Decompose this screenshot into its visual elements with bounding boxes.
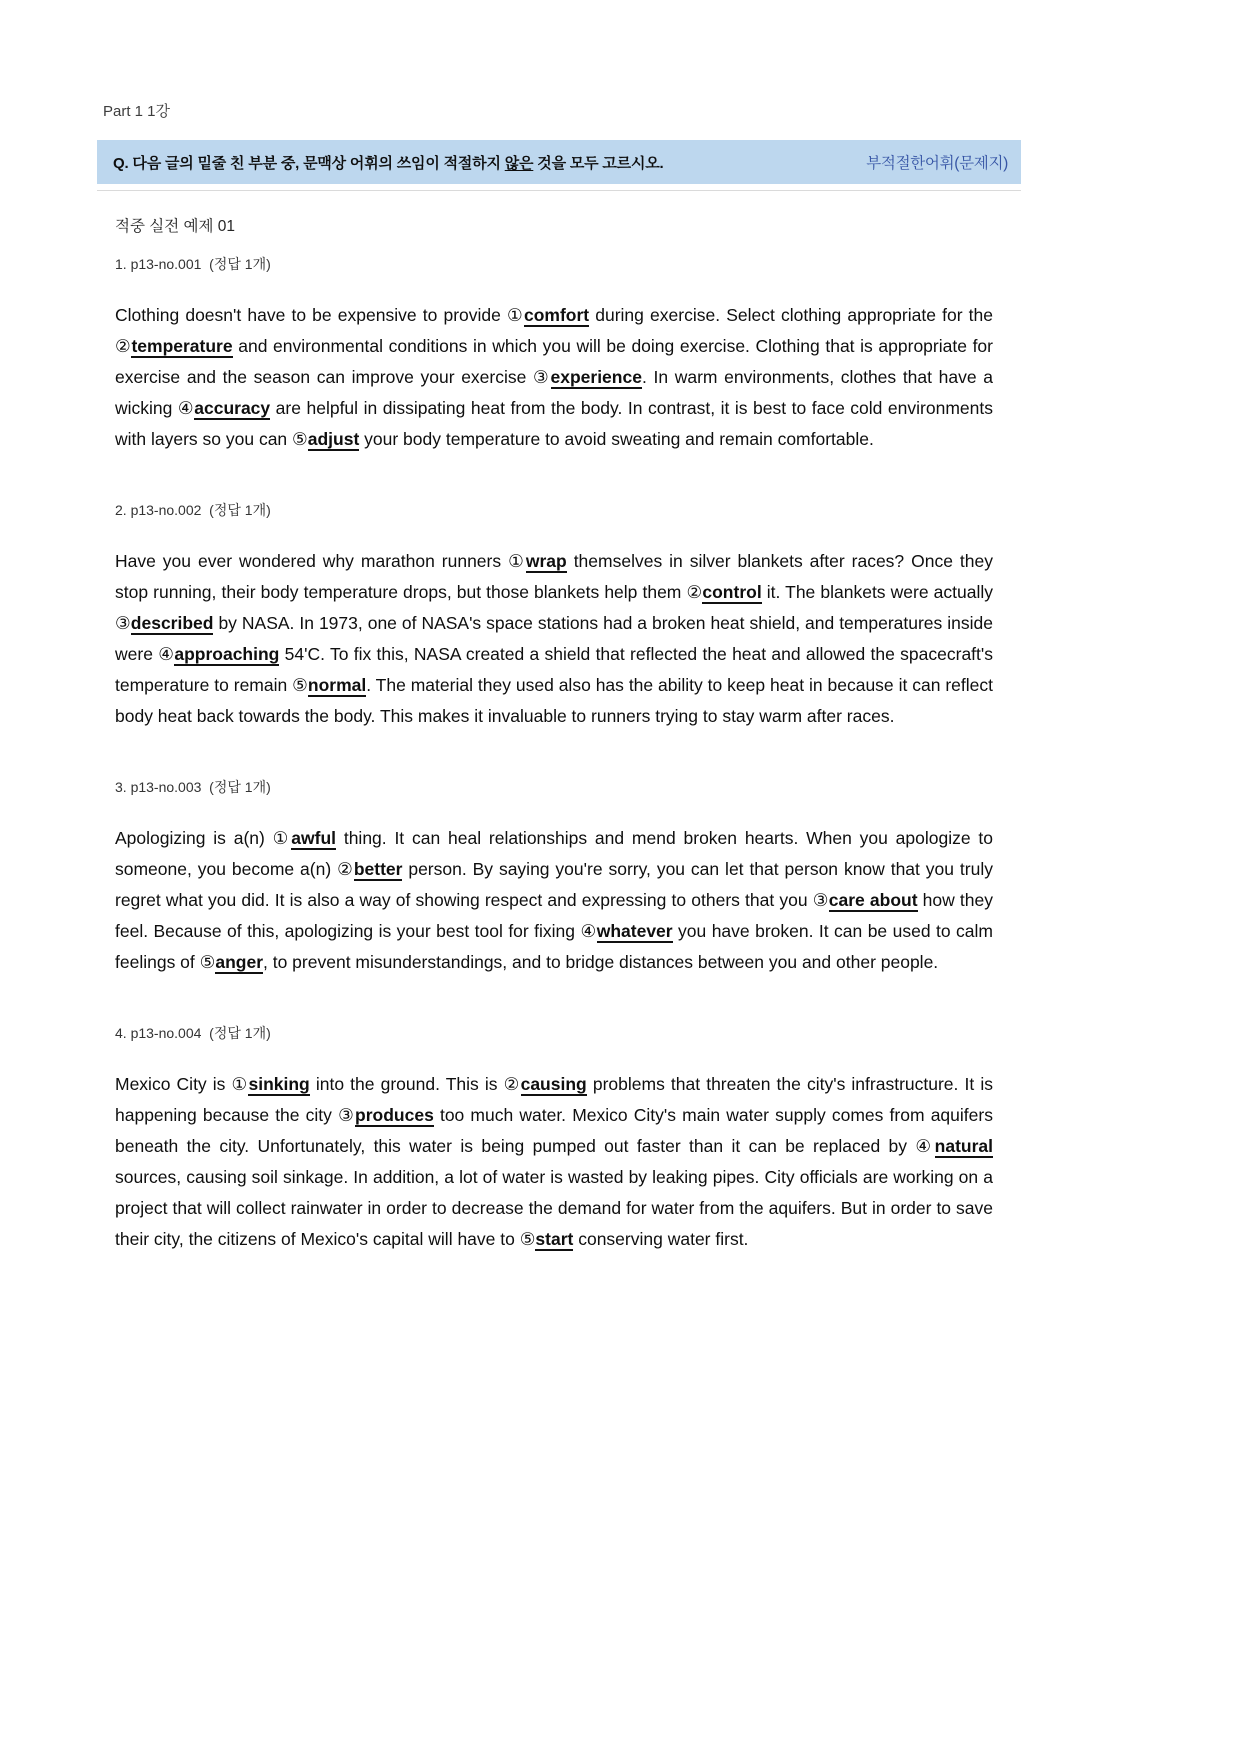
choice-number: ② xyxy=(337,859,354,879)
choice-word: natural xyxy=(934,1136,993,1156)
choice-number: ② xyxy=(115,336,132,356)
question-block xyxy=(97,500,1021,732)
question-header: 4. p13-no.004 (정답 1개) xyxy=(115,1025,271,1041)
choice-number: ④ xyxy=(580,921,597,941)
part-label: Part 1 1강 xyxy=(103,103,171,120)
choice-number: ① xyxy=(507,305,524,325)
choice-word: awful xyxy=(291,828,337,848)
question-header: 2. p13-no.002 (정답 1개) xyxy=(115,502,271,518)
choice-number: ③ xyxy=(533,367,551,387)
question-header: 3. p13-no.003 (정답 1개) xyxy=(115,779,271,795)
instruction-prefix: Q. 다음 글의 밑줄 친 부분 중, 문맥상 어휘의 쓰임이 적절하지 xyxy=(113,154,505,172)
content-area xyxy=(97,100,1021,1255)
choice-number: ② xyxy=(503,1074,521,1094)
question-block xyxy=(97,777,1021,978)
choice-number: ④ xyxy=(177,398,195,418)
choice-number: ④ xyxy=(158,644,175,664)
choice-number: ① xyxy=(272,828,292,848)
choice-word: adjust xyxy=(307,429,360,449)
question-passage: Apologizing is a(n) ①awful thing. It can heal relationships and mend broken hearts. When you apologize to someone, you become a(n) ②better person. By saying you're sorry, you can let that person know that you truly regret what you did. It is also a way of showing respect and expressing to others that you ③care about how they feel. Because of this, apologizing is your best tool for fixing ④whatever you have broken. It can be used to calm feelings of ⑤anger, to prevent misunderstandings, and to bridge distances between you and other people. xyxy=(115,828,994,972)
choice-number: ④ xyxy=(915,1136,935,1156)
choice-word: start xyxy=(535,1229,574,1249)
question-block xyxy=(97,1023,1021,1255)
choice-word: better xyxy=(353,859,403,879)
instruction-suffix: 것을 모두 고르시오. xyxy=(533,154,664,172)
choice-number: ③ xyxy=(338,1105,356,1125)
choice-word: accuracy xyxy=(194,398,271,418)
choice-word: normal xyxy=(307,675,367,695)
question-passage: Clothing doesn't have to be expensive to provide ①comfort during exercise. Select clothing appropriate for the ②temperature and environmental conditions in which you will be doing exercise. Clothing that is appropriate for exercise and the season can improve your exercise ③experience. In warm environments, clothes that have a wicking ④accuracy are helpful in dissipating heat from the body. In contrast, it is best to face cold environments with layers so you can ⑤adjust your body temperature to avoid sweating and remain comfortable. xyxy=(115,305,993,449)
choice-word: comfort xyxy=(523,305,590,325)
choice-word: sinking xyxy=(248,1074,310,1094)
choice-word: produces xyxy=(355,1105,434,1125)
choice-word: described xyxy=(130,613,214,633)
choice-word: care about xyxy=(828,890,918,910)
question-block xyxy=(97,254,1021,455)
choice-word: anger xyxy=(215,952,263,972)
choice-number: ⑤ xyxy=(199,952,216,972)
question-header: 1. p13-no.001 (정답 1개) xyxy=(115,256,271,272)
section-title: 적중 실전 예제 01 xyxy=(115,218,235,235)
choice-number: ① xyxy=(508,551,526,571)
choice-word: wrap xyxy=(525,551,567,571)
choice-word: experience xyxy=(550,367,642,387)
choice-word: control xyxy=(702,582,762,602)
choice-word: temperature xyxy=(131,336,233,356)
choice-word: causing xyxy=(520,1074,587,1094)
choice-number: ⑤ xyxy=(519,1229,536,1249)
question-instruction-bar xyxy=(97,140,1021,184)
header-divider xyxy=(97,190,1021,191)
question-type-tag: 부적절한어휘(문제지) xyxy=(866,155,1008,172)
choice-number: ⑤ xyxy=(292,429,308,449)
choice-number: ② xyxy=(686,582,703,602)
question-passage: Have you ever wondered why marathon runners ①wrap themselves in silver blankets after races? Once they stop running, their body temperature drops, but those blankets help them ②control it. The blankets were actually ③described by NASA. In 1973, one of NASA's space stations had a broken heat shield, and temperatures inside were ④approaching 54'C. To fix this, NASA created a shield that reflected the heat and allowed the spacecraft's temperature to remain ⑤normal. The material they used also has the ability to keep heat in because it can reflect body heat back towards the body. This makes it invaluable to runners trying to stay warm after races. xyxy=(115,551,993,726)
choice-number: ③ xyxy=(812,890,829,910)
choice-word: whatever xyxy=(596,921,673,941)
choice-number: ① xyxy=(231,1074,249,1094)
question-instruction xyxy=(113,152,664,173)
choice-number: ③ xyxy=(115,613,131,633)
choice-word: approaching xyxy=(174,644,280,664)
instruction-underlined-word: 않은 xyxy=(504,154,534,172)
questions-list xyxy=(97,254,1021,1255)
choice-number: ⑤ xyxy=(292,675,308,695)
question-passage: Mexico City is ①sinking into the ground. This is ②causing problems that threaten the city's infrastructure. It is happening because the city ③produces too much water. Mexico City's main water supply comes from aquifers beneath the city. Unfortunately, this water is being pumped out faster than it can be replaced by ④natural sources, causing soil sinkage. In addition, a lot of water is wasted by leaking pipes. City officials are working on a project that will collect rainwater in order to decrease the demand for water from the aquifers. But in order to save their city, the citizens of Mexico's capital will have to ⑤start conserving water first. xyxy=(115,1074,993,1249)
